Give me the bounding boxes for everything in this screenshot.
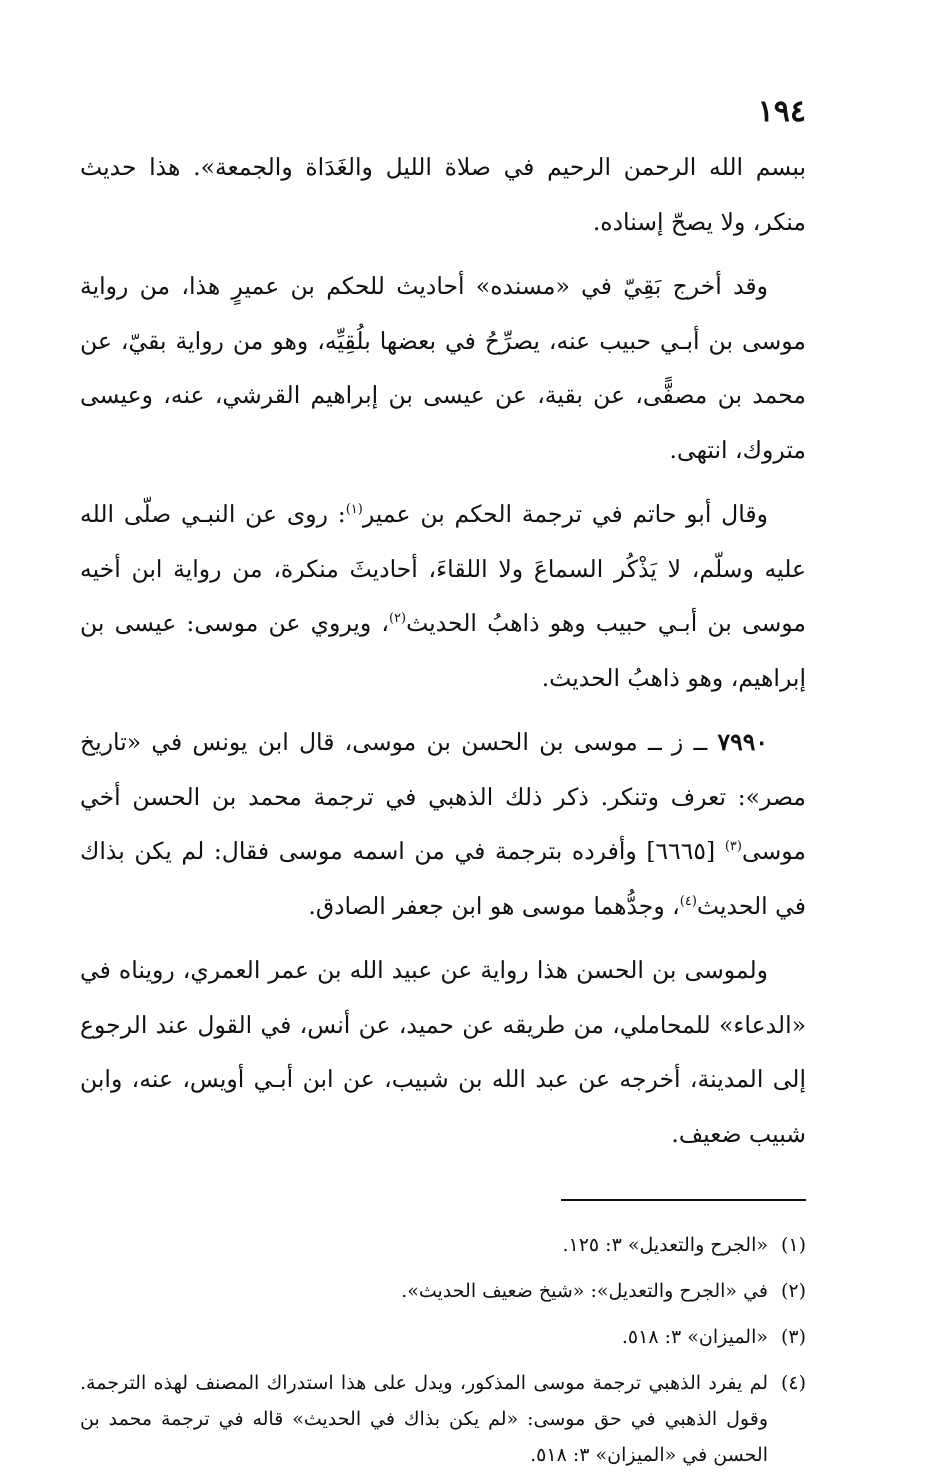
footnote-divider — [561, 1199, 806, 1201]
footnote-mark: (١) — [780, 1234, 806, 1256]
text-run: ، وجدُّهما موسى هو ابن جعفر الصادق. — [308, 891, 680, 920]
book-page — [80, 88, 806, 1483]
footnote-text: لم يفرد الذهبي ترجمة موسى المذكور، ويدل على هذا استدراك المصنف لهذه الترجمة. وقول الذهبي في حق موسى: «لم يكن بذاك في الحديث» قاله في ترجمة محمد بن الحسن في «الميزان» ٣: ٥١٨. — [80, 1372, 768, 1466]
entry-number: ٧٩٩٠ — [717, 728, 768, 756]
text-run: ، ويروي عن موسى: عيسى بن إبراهيم، وهو ذاهبُ الحديث. — [80, 609, 806, 692]
footnote-text: في «الجرح والتعديل»: «شيخ ضعيف الحديث». — [401, 1280, 768, 1302]
footnote-4 — [80, 1365, 806, 1473]
footnote-ref-4[interactable]: (٤) — [679, 893, 697, 909]
text-run: ــ ز ــ موسى بن الحسن بن موسى، قال ابن يونس في «تاريخ مصر»: تعرف وتنكر. ذكر ذلك الذهبي في ترجمة محمد بن الحسن أخي موسى — [80, 728, 806, 865]
footnote-1 — [80, 1227, 806, 1263]
footnote-ref-3[interactable]: (٣) — [724, 839, 742, 855]
footnote-text: «الميزان» ٣: ٥١٨. — [621, 1326, 768, 1348]
footnote-text: «الجرح والتعديل» ٣: ١٢٥. — [562, 1234, 768, 1256]
footnote-mark: (٢) — [780, 1280, 806, 1302]
paragraph-abu-hatim — [80, 487, 806, 705]
footnotes-section — [80, 1227, 806, 1473]
text-run: [٦٦٦٥] وأفرده بترجمة في من اسمه موسى فقال: لم يكن بذاك في الحديث — [80, 837, 806, 920]
paragraph-baqi: وقد أخرج بَقِيّ في «مسنده» أحاديث للحكم بن عميرٍ هذا، من رواية موسى بن أبـي حبيب عنه، يصرِّحُ في بعضها بلُقِيِّه، وهو من رواية بقيّ، عن محمد بن مصفًّى، عن بقية، عن عيسى بن إبراهيم القرشي، عنه، وعيسى متروك، انتهى. — [80, 272, 806, 464]
footnote-2 — [80, 1273, 806, 1309]
footnote-mark: (٤) — [780, 1372, 806, 1394]
page-number: ١٩٤ — [757, 94, 806, 129]
entry-7990 — [80, 715, 806, 933]
footnote-3 — [80, 1319, 806, 1355]
paragraph-musa-riwaya: ولموسى بن الحسن هذا رواية عن عبيد الله بن عمر العمري، رويناه في «الدعاء» للمحاملي، من طريقه عن حميد، عن أنس، في القول عند الرجوع إلى المدينة، أخرجه عن عبد الله بن شبيب، عن ابن أبـي أويس، عنه، وابن شبيب ضعيف. — [80, 956, 806, 1148]
text-run: : روى عن النبـي صلّى الله عليه وسلّم، لا يَذْكُر السماعَ ولا اللقاءَ، أحاديثَ منكرة، من رواية ابن أخيه موسى بن أبـي حبيب وهو ذاهبُ الحديث — [80, 500, 807, 637]
footnote-ref-1[interactable]: (١) — [345, 502, 363, 518]
footnote-mark: (٣) — [780, 1326, 806, 1348]
footnote-ref-2[interactable]: (٢) — [388, 611, 407, 627]
paragraph-continuation: ببسم الله الرحمن الرحيم في صلاة الليل والغَدَاة والجمعة». هذا حديث منكر، ولا يصحّ إسناده. — [80, 153, 806, 236]
text-run: وقال أبو حاتم في ترجمة الحكم بن عمير — [362, 500, 768, 528]
